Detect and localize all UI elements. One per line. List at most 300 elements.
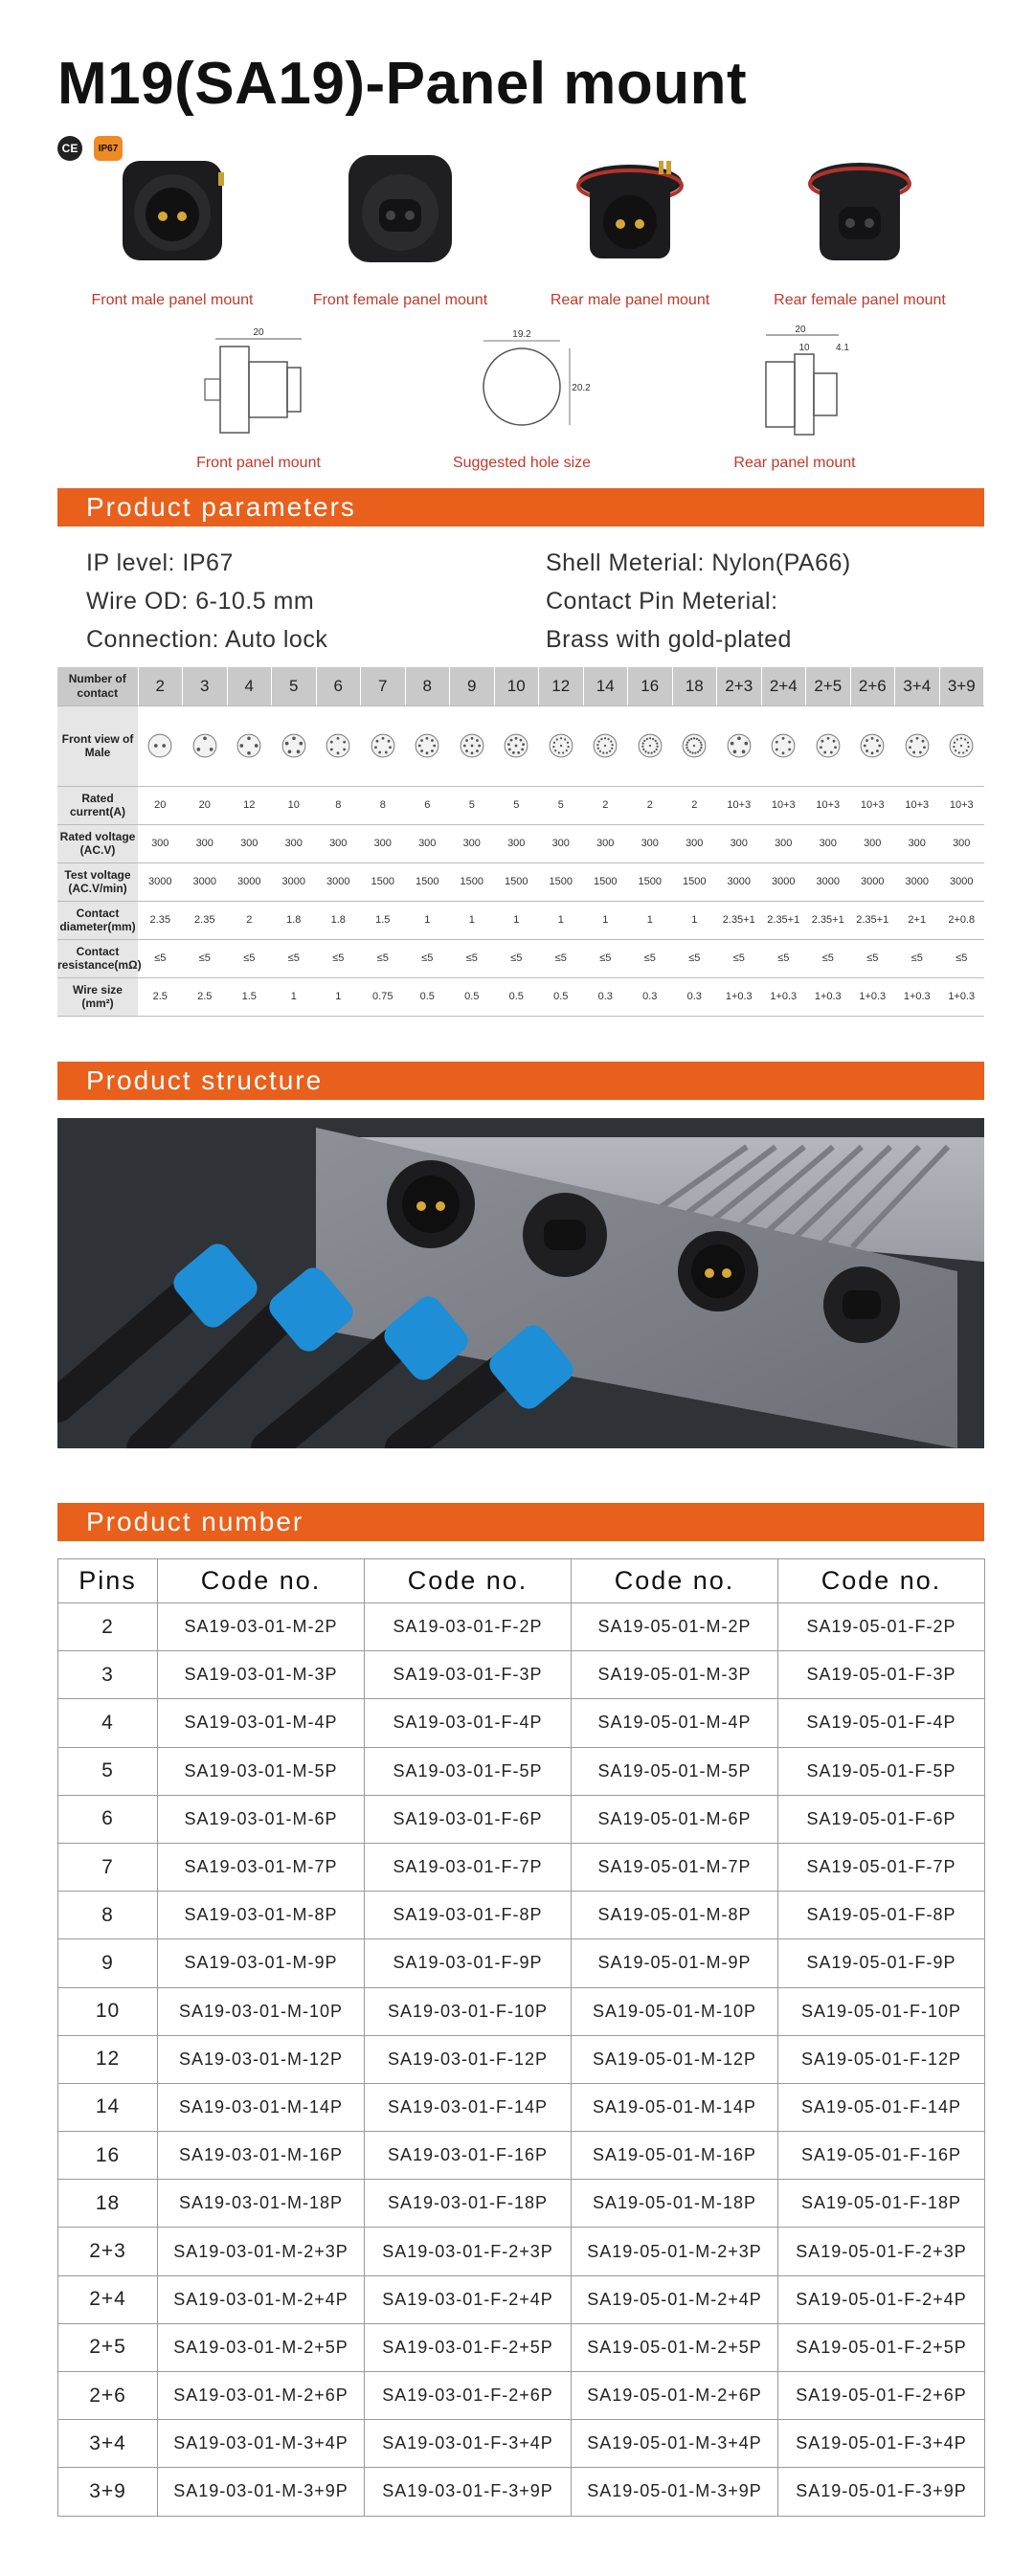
pins-cell: 9 xyxy=(58,1939,158,1987)
product-rear-female xyxy=(745,144,975,309)
spec-value-cell: 2+0.8 xyxy=(939,901,984,939)
pin-layout-cell xyxy=(806,706,851,786)
code-cell: SA19-05-01-M-5P xyxy=(572,1747,778,1795)
section-header-parameters: Product parameters xyxy=(57,488,984,526)
code-cell: SA19-03-01-M-7P xyxy=(158,1843,365,1891)
code-cell: SA19-03-01-M-9P xyxy=(158,1939,365,1987)
spec-value-cell: 3000 xyxy=(138,862,183,901)
pins-cell: 3+9 xyxy=(58,2468,158,2516)
table-row xyxy=(58,1939,985,1987)
table-row xyxy=(58,1795,985,1843)
pins-cell: 7 xyxy=(58,1843,158,1891)
code-cell: SA19-05-01-M-2+4P xyxy=(572,2275,778,2323)
pin-layout-icon xyxy=(859,732,886,759)
spec-value-cell: 300 xyxy=(672,824,717,862)
spec-value-cell: 300 xyxy=(806,824,851,862)
spec-value-cell: 12 xyxy=(227,786,272,824)
spec-value-cell: 300 xyxy=(316,824,361,862)
code-cell: SA19-03-01-F-2+3P xyxy=(365,2228,572,2275)
spec-value-cell: 1 xyxy=(628,901,673,939)
spec-value-cell: 1.8 xyxy=(316,901,361,939)
table-row xyxy=(58,2132,985,2180)
spec-value-cell: 300 xyxy=(895,824,940,862)
pins-cell: 3+4 xyxy=(58,2420,158,2468)
spec-value-cell: 1 xyxy=(272,977,317,1016)
code-cell: SA19-03-01-F-9P xyxy=(365,1939,572,1987)
code-cell: SA19-03-01-M-12P xyxy=(158,2035,365,2083)
spec-value-cell: 1+0.3 xyxy=(806,977,851,1016)
contact-count-header: 12 xyxy=(539,667,584,706)
spec-value-cell: 2.35+1 xyxy=(717,901,762,939)
technical-drawings xyxy=(57,325,977,479)
hole-size-drawing-icon xyxy=(426,325,618,440)
spec-value-cell: 1 xyxy=(494,901,539,939)
spec-value-cell: 2.35+1 xyxy=(761,901,806,939)
spec-value-cell: 1.5 xyxy=(361,901,406,939)
code-cell: SA19-05-01-F-18P xyxy=(778,2180,985,2228)
spec-value-cell: ≤5 xyxy=(494,939,539,977)
spec-value-cell: 300 xyxy=(450,824,495,862)
dimension-label: 10 xyxy=(798,343,810,353)
pins-cell: 2+6 xyxy=(58,2372,158,2420)
code-cell: SA19-03-01-F-2+5P xyxy=(365,2323,572,2371)
code-cell: SA19-05-01-M-2P xyxy=(572,1603,778,1651)
spec-value-cell: 300 xyxy=(761,824,806,862)
column-header: Code no. xyxy=(572,1559,778,1603)
product-structure-image xyxy=(57,1118,984,1448)
dimension-label: 20.2 xyxy=(572,383,591,393)
drawing-caption: Front panel mount xyxy=(196,455,321,471)
code-cell: SA19-05-01-F-14P xyxy=(778,2083,985,2131)
spec-value-cell: 3000 xyxy=(850,862,895,901)
enclosure-with-connectors-icon xyxy=(57,1118,984,1448)
code-cell: SA19-05-01-F-3P xyxy=(778,1651,985,1699)
spec-value-cell: 1500 xyxy=(628,862,673,901)
pin-layout-icon xyxy=(592,732,618,759)
code-cell: SA19-05-01-F-12P xyxy=(778,2035,985,2083)
row-label: Number of contact xyxy=(57,667,138,706)
table-row xyxy=(58,1603,985,1651)
code-cell: SA19-03-01-F-10P xyxy=(365,1987,572,2035)
contact-count-header: 2+3 xyxy=(717,667,762,706)
code-cell: SA19-03-01-F-16P xyxy=(365,2132,572,2180)
spec-value-cell: ≤5 xyxy=(405,939,450,977)
wire-size-row xyxy=(57,977,984,1016)
pin-layout-cell xyxy=(583,706,628,786)
spec-value-cell: 0.5 xyxy=(494,977,539,1016)
code-cell: SA19-05-01-M-4P xyxy=(572,1699,778,1747)
spec-value-cell: 2.35+1 xyxy=(850,901,895,939)
pin-layout-cell xyxy=(272,706,317,786)
spec-value-cell: 1500 xyxy=(672,862,717,901)
spec-value-cell: 300 xyxy=(405,824,450,862)
spec-value-cell: 5 xyxy=(450,786,495,824)
code-cell: SA19-03-01-M-2+5P xyxy=(158,2323,365,2371)
code-cell: SA19-05-01-F-7P xyxy=(778,1843,985,1891)
spec-value-cell: ≤5 xyxy=(138,939,183,977)
spec-value-cell: ≤5 xyxy=(361,939,406,977)
spec-value-cell: ≤5 xyxy=(227,939,272,977)
spec-value-cell: 1+0.3 xyxy=(850,977,895,1016)
spec-value-cell: 10 xyxy=(272,786,317,824)
code-cell: SA19-05-01-F-3+4P xyxy=(778,2420,985,2468)
spec-value-cell: ≤5 xyxy=(628,939,673,977)
spec-value-cell: 5 xyxy=(494,786,539,824)
spec-value-cell: ≤5 xyxy=(672,939,717,977)
pins-cell: 2+5 xyxy=(58,2323,158,2371)
pin-layout-icon xyxy=(770,732,797,759)
code-cell: SA19-03-01-F-14P xyxy=(365,2083,572,2131)
pin-layout-cell xyxy=(227,706,272,786)
spec-value-cell: 20 xyxy=(138,786,183,824)
table-row xyxy=(58,1651,985,1699)
contact-count-header: 2 xyxy=(138,667,183,706)
spec-value-cell: ≤5 xyxy=(761,939,806,977)
code-cell: SA19-03-01-M-14P xyxy=(158,2083,365,2131)
pins-cell: 12 xyxy=(58,2035,158,2083)
contact-count-header: 2+5 xyxy=(806,667,851,706)
param-connection: Connection: Auto lock xyxy=(86,626,328,653)
spec-value-cell: 1 xyxy=(583,901,628,939)
code-cell: SA19-05-01-M-10P xyxy=(572,1987,778,2035)
front-male-connector-icon xyxy=(105,144,239,278)
spec-value-cell: 2.5 xyxy=(138,977,183,1016)
code-cell: SA19-05-01-F-10P xyxy=(778,1987,985,2035)
code-cell: SA19-05-01-M-6P xyxy=(572,1795,778,1843)
code-cell: SA19-05-01-M-9P xyxy=(572,1939,778,1987)
column-header: Pins xyxy=(58,1559,158,1603)
row-label: Rated voltage (AC.V) xyxy=(57,824,138,862)
dimension-label: 20 xyxy=(253,327,264,338)
code-cell: SA19-05-01-F-8P xyxy=(778,1892,985,1939)
table-row xyxy=(58,1747,985,1795)
param-contact-pin: Contact Pin Meterial: xyxy=(546,588,778,615)
spec-value-cell: 3000 xyxy=(272,862,317,901)
code-cell: SA19-05-01-M-16P xyxy=(572,2132,778,2180)
pin-layout-cell xyxy=(316,706,361,786)
rear-panel-drawing-icon xyxy=(699,325,890,440)
current-row xyxy=(57,786,984,824)
spec-value-cell: 3000 xyxy=(183,862,228,901)
spec-value-cell: ≤5 xyxy=(583,939,628,977)
voltage-row xyxy=(57,824,984,862)
contact-count-header: 14 xyxy=(583,667,628,706)
contact-count-header: 18 xyxy=(672,667,717,706)
column-header: Code no. xyxy=(158,1559,365,1603)
code-cell: SA19-03-01-F-3+4P xyxy=(365,2420,572,2468)
code-cell: SA19-03-01-F-2+6P xyxy=(365,2372,572,2420)
pin-layout-cell xyxy=(628,706,673,786)
pins-cell: 14 xyxy=(58,2083,158,2131)
code-cell: SA19-03-01-M-5P xyxy=(158,1747,365,1795)
front-panel-drawing-icon xyxy=(163,325,354,440)
contact-count-header: 16 xyxy=(628,667,673,706)
product-caption: Front female panel mount xyxy=(312,292,488,308)
table-row xyxy=(58,2468,985,2516)
contact-count-header: 2+6 xyxy=(850,667,895,706)
table-row xyxy=(58,2180,985,2228)
code-cell: SA19-05-01-M-3P xyxy=(572,1651,778,1699)
section-header-structure: Product structure xyxy=(57,1062,984,1100)
table-row xyxy=(58,1843,985,1891)
table-row xyxy=(58,2275,985,2323)
front-female-connector-icon xyxy=(333,144,467,278)
row-label: Wire size (mm²) xyxy=(57,977,138,1016)
product-number-header-row xyxy=(58,1559,985,1603)
pin-layout-cell xyxy=(761,706,806,786)
pin-layout-cell xyxy=(850,706,895,786)
code-cell: SA19-05-01-F-9P xyxy=(778,1939,985,1987)
pins-cell: 2+3 xyxy=(58,2228,158,2275)
pin-layout-cell xyxy=(672,706,717,786)
page-title: M19(SA19)-Panel mount xyxy=(57,51,748,117)
contact-count-header: 6 xyxy=(316,667,361,706)
spec-value-cell: 2 xyxy=(583,786,628,824)
code-cell: SA19-05-01-F-5P xyxy=(778,1747,985,1795)
code-cell: SA19-03-01-F-2P xyxy=(365,1603,572,1651)
table-row xyxy=(58,1987,985,2035)
spec-value-cell: ≤5 xyxy=(272,939,317,977)
spec-value-cell: 1.5 xyxy=(227,977,272,1016)
spec-value-cell: ≤5 xyxy=(717,939,762,977)
pin-layout-cell xyxy=(138,706,183,786)
spec-value-cell: 1500 xyxy=(405,862,450,901)
spec-value-cell: 1500 xyxy=(583,862,628,901)
code-cell: SA19-03-01-F-12P xyxy=(365,2035,572,2083)
spec-value-cell: 300 xyxy=(227,824,272,862)
code-cell: SA19-05-01-F-2+5P xyxy=(778,2323,985,2371)
code-cell: SA19-03-01-M-4P xyxy=(158,1699,365,1747)
drawing-rear-panel xyxy=(651,325,938,472)
pin-layout-icon xyxy=(726,732,753,759)
pins-cell: 5 xyxy=(58,1747,158,1795)
pins-cell: 16 xyxy=(58,2132,158,2180)
dimension-label: 19.2 xyxy=(512,329,531,340)
pin-layout-icon xyxy=(146,732,173,759)
pin-layout-cell xyxy=(450,706,495,786)
code-cell: SA19-03-01-F-6P xyxy=(365,1795,572,1843)
spec-value-cell: 10+3 xyxy=(806,786,851,824)
pin-layout-icon xyxy=(414,732,440,759)
spec-table xyxy=(57,667,984,1017)
diameter-row xyxy=(57,901,984,939)
spec-value-cell: 0.5 xyxy=(539,977,584,1016)
spec-value-cell: ≤5 xyxy=(450,939,495,977)
spec-value-cell: ≤5 xyxy=(850,939,895,977)
code-cell: SA19-05-01-M-7P xyxy=(572,1843,778,1891)
pin-layout-cell xyxy=(717,706,762,786)
resistance-row xyxy=(57,939,984,977)
pin-layout-icon xyxy=(681,732,708,759)
spec-value-cell: 3000 xyxy=(761,862,806,901)
spec-value-cell: ≤5 xyxy=(539,939,584,977)
spec-value-cell: 2.35+1 xyxy=(806,901,851,939)
spec-value-cell: 0.3 xyxy=(672,977,717,1016)
code-cell: SA19-03-01-F-3+9P xyxy=(365,2468,572,2516)
code-cell: SA19-03-01-M-2+3P xyxy=(158,2228,365,2275)
pin-layout-cell xyxy=(361,706,406,786)
row-label: Contact diameter(mm) xyxy=(57,901,138,939)
spec-value-cell: 300 xyxy=(583,824,628,862)
spec-value-cell: 300 xyxy=(494,824,539,862)
spec-value-cell: ≤5 xyxy=(939,939,984,977)
contact-count-header: 3+9 xyxy=(939,667,984,706)
spec-value-cell: 8 xyxy=(361,786,406,824)
spec-value-cell: 2 xyxy=(227,901,272,939)
spec-value-cell: 1+0.3 xyxy=(939,977,984,1016)
pins-cell: 8 xyxy=(58,1892,158,1939)
spec-value-cell: 3000 xyxy=(895,862,940,901)
code-cell: SA19-05-01-F-6P xyxy=(778,1795,985,1843)
pin-layout-icon xyxy=(325,732,351,759)
code-cell: SA19-03-01-M-16P xyxy=(158,2132,365,2180)
pin-layout-icon xyxy=(281,732,307,759)
code-cell: SA19-03-01-F-8P xyxy=(365,1892,572,1939)
code-cell: SA19-03-01-M-3P xyxy=(158,1651,365,1699)
pin-layout-icon xyxy=(191,732,218,759)
code-cell: SA19-03-01-F-5P xyxy=(365,1747,572,1795)
row-label: Test voltage (AC.V/min) xyxy=(57,862,138,901)
spec-value-cell: 3000 xyxy=(717,862,762,901)
spec-value-cell: 300 xyxy=(539,824,584,862)
spec-value-cell: 3000 xyxy=(939,862,984,901)
spec-value-cell: 1.8 xyxy=(272,901,317,939)
spec-value-cell: 1+0.3 xyxy=(895,977,940,1016)
spec-value-cell: 1500 xyxy=(361,862,406,901)
pin-layout-icon xyxy=(503,732,529,759)
spec-value-cell: 10+3 xyxy=(761,786,806,824)
code-cell: SA19-05-01-M-14P xyxy=(572,2083,778,2131)
contact-count-header: 4 xyxy=(227,667,272,706)
spec-value-cell: 2.5 xyxy=(183,977,228,1016)
spec-value-cell: 1500 xyxy=(494,862,539,901)
product-caption: Front male panel mount xyxy=(91,292,254,308)
param-shell-material: Shell Meterial: Nylon(PA66) xyxy=(546,549,851,576)
spec-value-cell: 3000 xyxy=(227,862,272,901)
table-row xyxy=(58,2372,985,2420)
spec-value-cell: 2+1 xyxy=(895,901,940,939)
product-front-male xyxy=(57,144,287,309)
pin-layout-cell xyxy=(494,706,539,786)
pins-cell: 10 xyxy=(58,1987,158,2035)
param-contact-pin-detail: Brass with gold-plated xyxy=(546,626,792,653)
dimension-label: 20 xyxy=(795,325,806,335)
spec-value-cell: 1 xyxy=(672,901,717,939)
spec-value-cell: 10+3 xyxy=(850,786,895,824)
spec-value-cell: 0.3 xyxy=(628,977,673,1016)
product-rear-male xyxy=(515,144,745,309)
front-view-row xyxy=(57,706,984,786)
pin-layout-icon xyxy=(948,732,975,759)
ip67-badge-icon: IP67 xyxy=(94,136,123,161)
pins-cell: 3 xyxy=(58,1651,158,1699)
column-header: Code no. xyxy=(365,1559,572,1603)
contact-count-header: 8 xyxy=(405,667,450,706)
contact-count-header: 10 xyxy=(494,667,539,706)
pin-layout-icon xyxy=(637,732,663,759)
code-cell: SA19-05-01-M-18P xyxy=(572,2180,778,2228)
product-caption: Rear male panel mount xyxy=(550,292,710,308)
spec-value-cell: 300 xyxy=(183,824,228,862)
spec-value-cell: 0.5 xyxy=(405,977,450,1016)
row-label: Rated current(A) xyxy=(57,786,138,824)
spec-value-cell: ≤5 xyxy=(316,939,361,977)
spec-value-cell: 10+3 xyxy=(895,786,940,824)
code-cell: SA19-03-01-F-7P xyxy=(365,1843,572,1891)
code-cell: SA19-03-01-M-8P xyxy=(158,1892,365,1939)
code-cell: SA19-05-01-M-2+5P xyxy=(572,2323,778,2371)
test-voltage-row xyxy=(57,862,984,901)
table-row xyxy=(58,2323,985,2371)
spec-value-cell: 0.3 xyxy=(583,977,628,1016)
spec-value-cell: 300 xyxy=(361,824,406,862)
spec-value-cell: 300 xyxy=(850,824,895,862)
spec-header-row xyxy=(57,667,984,706)
contact-count-header: 3 xyxy=(183,667,228,706)
code-cell: SA19-05-01-F-2+3P xyxy=(778,2228,985,2275)
pins-cell: 4 xyxy=(58,1699,158,1747)
code-cell: SA19-05-01-F-3+9P xyxy=(778,2468,985,2516)
spec-value-cell: ≤5 xyxy=(183,939,228,977)
spec-value-cell: 20 xyxy=(183,786,228,824)
section-header-number: Product number xyxy=(57,1503,984,1541)
column-header: Code no. xyxy=(778,1559,985,1603)
spec-value-cell: 1500 xyxy=(539,862,584,901)
spec-value-cell: 3000 xyxy=(316,862,361,901)
code-cell: SA19-03-01-M-3+4P xyxy=(158,2420,365,2468)
spec-value-cell: 0.75 xyxy=(361,977,406,1016)
code-cell: SA19-03-01-M-3+9P xyxy=(158,2468,365,2516)
contact-count-header: 2+4 xyxy=(761,667,806,706)
table-row xyxy=(58,2035,985,2083)
spec-value-cell: 2 xyxy=(672,786,717,824)
spec-value-cell: 10+3 xyxy=(939,786,984,824)
code-cell: SA19-03-01-M-18P xyxy=(158,2180,365,2228)
pin-layout-icon xyxy=(370,732,396,759)
spec-value-cell: ≤5 xyxy=(806,939,851,977)
drawing-front-panel xyxy=(115,325,402,472)
rear-female-connector-icon xyxy=(793,144,927,278)
product-gallery xyxy=(57,144,977,316)
contact-count-header: 3+4 xyxy=(895,667,940,706)
drawing-caption: Suggested hole size xyxy=(452,455,592,471)
spec-value-cell: 1+0.3 xyxy=(717,977,762,1016)
code-cell: SA19-05-01-F-2P xyxy=(778,1603,985,1651)
spec-value-cell: 3000 xyxy=(806,862,851,901)
drawing-caption: Rear panel mount xyxy=(733,455,856,471)
code-cell: SA19-05-01-M-3+4P xyxy=(572,2420,778,2468)
code-cell: SA19-03-01-M-2P xyxy=(158,1603,365,1651)
code-cell: SA19-05-01-F-4P xyxy=(778,1699,985,1747)
rear-male-connector-icon xyxy=(563,144,697,278)
pin-layout-cell xyxy=(939,706,984,786)
spec-value-cell: 1 xyxy=(405,901,450,939)
spec-value-cell: 300 xyxy=(939,824,984,862)
code-cell: SA19-05-01-M-2+3P xyxy=(572,2228,778,2275)
code-cell: SA19-03-01-M-10P xyxy=(158,1987,365,2035)
pin-layout-cell xyxy=(405,706,450,786)
table-row xyxy=(58,2420,985,2468)
pin-layout-cell xyxy=(183,706,228,786)
pins-cell: 6 xyxy=(58,1795,158,1843)
param-ip-level: IP level: IP67 xyxy=(86,549,234,576)
ce-mark-icon: CE xyxy=(57,136,82,161)
spec-value-cell: 1 xyxy=(450,901,495,939)
spec-value-cell: ≤5 xyxy=(895,939,940,977)
pin-layout-cell xyxy=(895,706,940,786)
spec-value-cell: 1 xyxy=(316,977,361,1016)
spec-value-cell: 2 xyxy=(628,786,673,824)
